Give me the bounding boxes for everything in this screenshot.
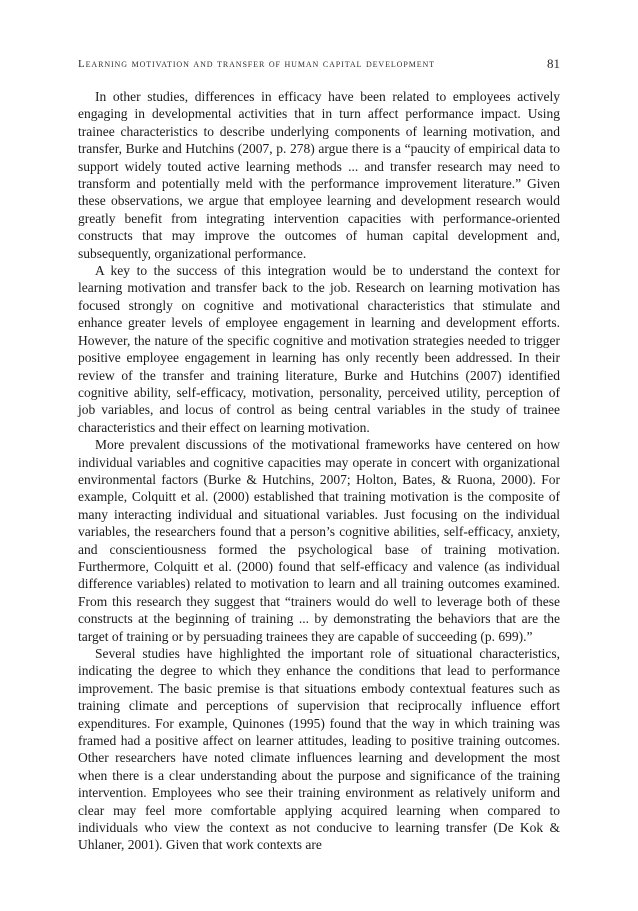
paragraph: Several studies have highlighted the important role of situational characteristics, indicating the degree to which they enhance the conditions that lead to performance improvement. The basic premise is that situations embody contextual features such as training climate and perceptions of supervision that reciprocally influence effort expenditures. For example, Quinones (1995) found that the way in which training was framed had a positive affect on learner attitudes, leading to positive training outcomes. Other researchers have noted climate influences learning and development the most when there is a clear understanding about the purpose and significance of the training intervention. Employees who see their training environment as relatively uniform and clear may feel more comfortable applying acquired learning when compared to individuals who view the context as not conducive to learning transfer (De Kok & Uhlaner, 2001). Given that work contexts are: [78, 646, 560, 853]
paragraph: In other studies, differences in efficacy have been related to employees actively engaging in developmental activities that in turn affect performance impact. Using trainee characteristics to describe underlying components of learning motivation, and transfer, Burke and Hutchins (2007, p. 278) argue there is a “paucity of empirical data to support widely touted active learning methods ... and transfer research may need to transform and potentially meld with the performance improvement literature.” Given these observations, we argue that employee learning and development research would greatly benefit from integrating intervention capacities with performance-oriented constructs that may improve the outcomes of human capital development and, subsequently, organizational performance.: [78, 89, 560, 261]
running-title: Learning motivation and transfer of human capital development: [78, 58, 435, 70]
paragraph: A key to the success of this integration would be to understand the context for learning motivation and transfer back to the job. Research on learning motivation has focused strongly on cognitive and motivational characteristics that stimulate and enhance greater levels of employee engagement in learning and development efforts. However, the nature of the specific cognitive and motivation strategies needed to trigger positive employee engagement in learning has only recently been addressed. In their review of the transfer and training literature, Burke and Hutchins (2007) identified cognitive ability, self-efficacy, motivation, personality, perceived utility, perception of job variables, and locus of control as being central variables in the study of trainee characteristics and their effect on learning motivation.: [78, 263, 560, 435]
page-number: 81: [547, 56, 560, 71]
body-text: [78, 88, 560, 854]
running-header: [78, 58, 560, 76]
paragraph: More prevalent discussions of the motivational frameworks have centered on how individual variables and cognitive capacities may operate in concert with organizational environmental factors (Burke & Hutchins, 2007; Holton, Bates, & Ruona, 2000). For example, Colquitt et al. (2000) established that training motivation is the composite of many interacting individual and situational variables. Just focusing on the individual variables, the researchers found that a person’s cognitive abilities, self-efficacy, anxiety, and conscientiousness formed the psychological base of training motivation. Furthermore, Colquitt et al. (2000) found that self-efficacy and valence (as individual difference variables) related to motivation to learn and all training outcomes examined. From this research they suggest that “trainers would do well to leverage both of these constructs at the beginning of training ... by demonstrating the behaviors that are the target of training or by persuading trainees they are capable of succeeding (p. 699).”: [78, 437, 560, 644]
